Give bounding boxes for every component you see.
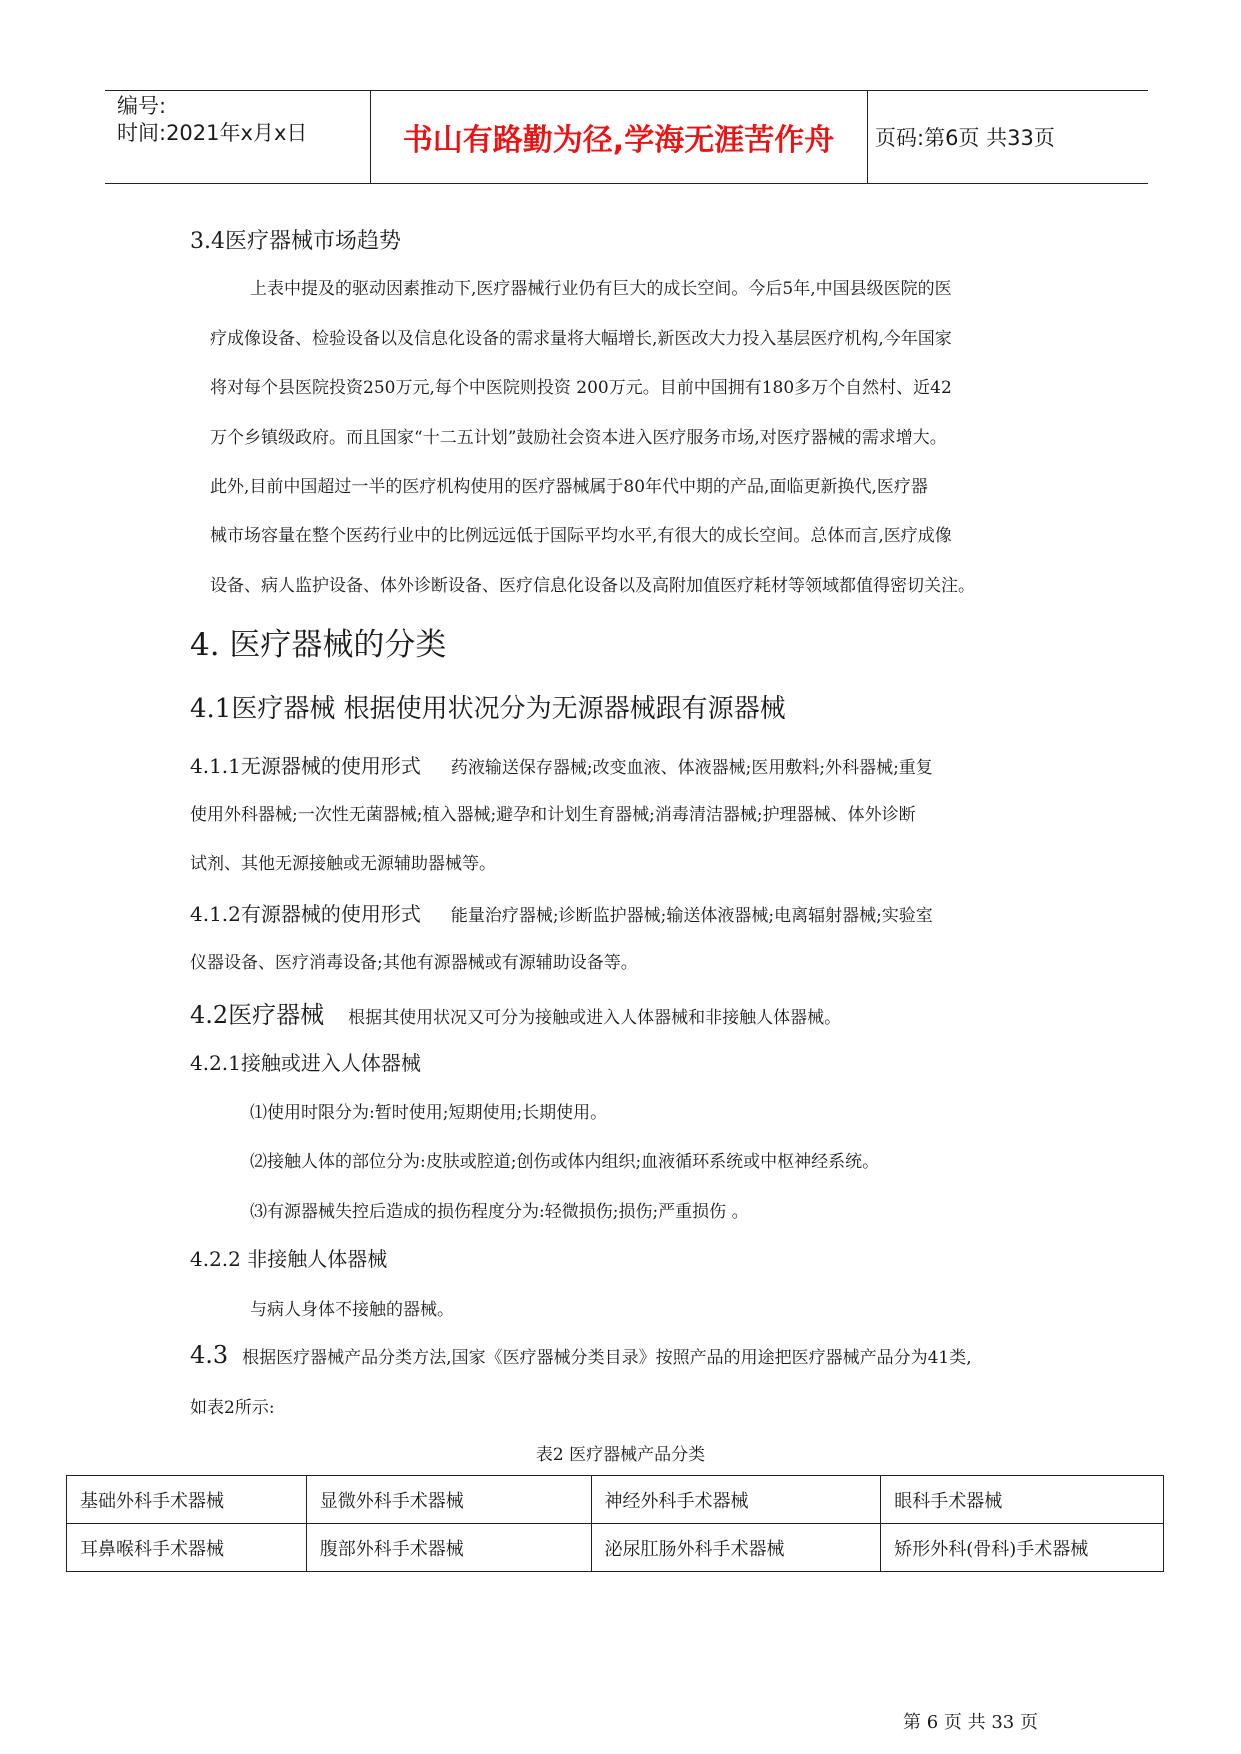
- table-cell: 神经外科手术器械: [591, 1476, 881, 1524]
- paragraph-line: 将对每个县医院投资250万元,每个中医院则投资 200万元。目前中国拥有180多万个自然村、近42: [210, 378, 952, 398]
- paragraph-line: 使用外科器械;一次性无菌器械;植入器械;避孕和计划生育器械;消毒清洁器械;护理器械、体外诊断: [190, 805, 916, 825]
- table-cell: 耳鼻喉科手术器械: [67, 1524, 307, 1572]
- paragraph-line: 设备、病人监护设备、体外诊断设备、医疗信息化设备以及高附加值医疗耗材等领域都值得密切关注。: [210, 576, 975, 596]
- section-4-3-text: 根据医疗器械产品分类方法,国家《医疗器械分类目录》按照产品的用途把医疗器械产品分为41类,: [242, 1348, 972, 1368]
- header-divider-right: [867, 91, 868, 183]
- table-row: [67, 1476, 1164, 1524]
- paragraph-line: 此外,目前中国超过一半的医疗机构使用的医疗器械属于80年代中期的产品,面临更新换代,医疗器: [210, 477, 928, 497]
- header-motto: 书山有路勤为径,学海无涯苦作舟: [402, 123, 835, 158]
- list-item: ⑴使用时限分为:暂时使用;短期使用;长期使用。: [250, 1103, 608, 1123]
- table-cell: 矫形外科(骨科)手术器械: [881, 1524, 1164, 1572]
- paragraph-line: 械市场容量在整个医药行业中的比例远远低于国际平均水平,有很大的成长空间。总体而言,医疗成像: [210, 526, 952, 546]
- table-row: [67, 1524, 1164, 1572]
- page-footer: 第 6 页 共 33 页: [903, 1712, 1038, 1733]
- section-4-heading: 4. 医疗器械的分类: [190, 627, 447, 663]
- header-page-label: 页码:第6页 共33页: [875, 126, 1055, 150]
- paragraph-line: 上表中提及的驱动因素推动下,医疗器械行业仍有巨大的成长空间。今后5年,中国县级医院的医: [250, 279, 952, 299]
- table-cell: 腹部外科手术器械: [306, 1524, 591, 1572]
- page-header: [105, 90, 1148, 184]
- number-label: 编号:: [117, 94, 167, 118]
- date-line: 时间:2021年x月x日: [117, 121, 308, 145]
- section-4-1-2-title: 4.1.2有源器械的使用形式: [190, 902, 421, 926]
- section-4-1-1-line1: [190, 750, 933, 779]
- table-cell: 基础外科手术器械: [67, 1476, 307, 1524]
- section-3-4-heading: 3.4医疗器械市场趋势: [190, 229, 401, 254]
- section-4-2-line: [190, 995, 841, 1030]
- section-4-1-heading: 4.1医疗器械 根据使用状况分为无源器械跟有源器械: [190, 694, 786, 724]
- section-4-3-line1: [190, 1341, 972, 1369]
- section-4-1-1-text: 药液输送保存器械;改变血液、体液器械;医用敷料;外科器械;重复: [450, 758, 933, 778]
- paragraph-line: 仪器设备、医疗消毒设备;其他有源器械或有源辅助设备等。: [190, 953, 638, 973]
- paragraph-line: 与病人身体不接触的器械。: [250, 1300, 454, 1320]
- section-4-2-2-heading: 4.2.2 非接触人体器械: [190, 1247, 388, 1271]
- paragraph-line: 万个乡镇级政府。而且国家“十二五计划”鼓励社会资本进入医疗服务市场,对医疗器械的需求增大。: [210, 428, 947, 448]
- section-4-2-1-heading: 4.2.1接触或进入人体器械: [190, 1051, 421, 1075]
- section-4-1-1-title: 4.1.1无源器械的使用形式: [190, 754, 421, 778]
- list-item: ⑶有源器械失控后造成的损伤程度分为:轻微损伤;损伤;严重损伤 。: [250, 1202, 749, 1222]
- classification-table: [66, 1475, 1164, 1572]
- list-item: ⑵接触人体的部位分为:皮肤或腔道;创伤或体内组织;血液循环系统或中枢神经系统。: [250, 1152, 880, 1172]
- section-4-2-title: 4.2医疗器械: [190, 1001, 325, 1029]
- paragraph-line: 如表2所示:: [190, 1398, 275, 1418]
- paragraph-line: 疗成像设备、检验设备以及信息化设备的需求量将大幅增长,新医改大力投入基层医疗机构,今年国家: [210, 329, 952, 349]
- paragraph-line: 试剂、其他无源接触或无源辅助器械等。: [190, 854, 496, 874]
- table-cell: 显微外科手术器械: [306, 1476, 591, 1524]
- section-4-1-2-text: 能量治疗器械;诊断监护器械;输送体液器械;电离辐射器械;实验室: [450, 906, 933, 926]
- table-cell: 泌尿肛肠外科手术器械: [591, 1524, 881, 1572]
- section-4-3-title: 4.3: [190, 1341, 229, 1369]
- header-left: [117, 93, 307, 147]
- section-4-1-2-line1: [190, 898, 933, 927]
- table-caption: 表2 医疗器械产品分类: [535, 1445, 706, 1465]
- section-4-2-text: 根据其使用状况又可分为接触或进入人体器械和非接触人体器械。: [348, 1008, 842, 1028]
- table-cell: 眼科手术器械: [881, 1476, 1164, 1524]
